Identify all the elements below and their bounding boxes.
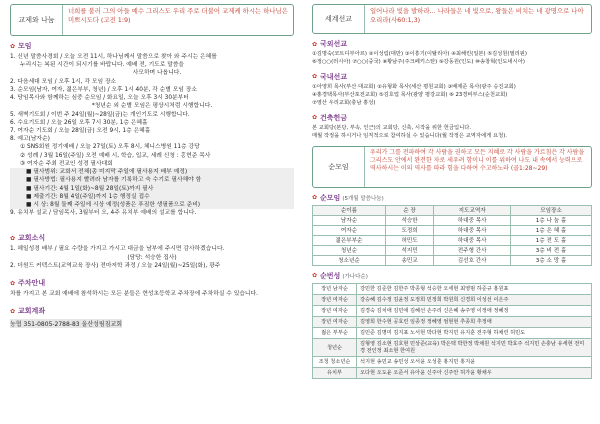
fellowship-label: 교제와 나눔 xyxy=(11,5,63,35)
foreign-list xyxy=(312,51,592,67)
list-item: ② 성례 / 3월 16일(주일) 오전 예배 시, 학습, 입교, 세례 신청 : 홍현준 목사 xyxy=(20,152,211,159)
list-item: ⑥정○○(러시아) ⑦○○(중국) ⑧황남주(주크페키스탄) ⑨강동원(인도) ⑩송창혁(인도네시아) xyxy=(312,58,525,65)
groups-subtitle: (5개월 말씀나눔) xyxy=(342,195,384,202)
list-item: ① SNS회원 정기예배 / 오늘 27일(토) 오후 8시, 체니스병원 11층 강당 xyxy=(20,144,200,151)
domestic-heading xyxy=(312,72,592,82)
flower-icon: ✿ xyxy=(312,40,318,48)
parking-heading xyxy=(10,278,294,288)
list-item: 1. 신년 말씀사경회 / 오늘 오전 11시, 하나님께서 말씀으로 찾아 와 주시는 은혜를 xyxy=(10,54,217,60)
education-list xyxy=(10,245,294,270)
flower-icon: ✿ xyxy=(312,272,318,280)
fellowship-verse: 너희를 불러 그의 아들 예수 그리스도 우리 주로 더불어 교제케 하시는 하나님은 미쁘시도다 (고전 1:9) xyxy=(68,7,288,24)
flower-icon: ✿ xyxy=(10,307,16,315)
cell-box xyxy=(312,146,592,188)
account-number: 농협 351-0805-2788-83 울산성림침교회 xyxy=(10,321,123,329)
list-item: (담당: 석승한 집사) xyxy=(127,254,177,261)
list-item: *청년순 외 순별 모임은 평상시처럼 시행합니다. xyxy=(91,103,213,110)
table-row: 장년 남자순 강민한 김준한 김한주 박종형 석승한 오세현 최영범 하준규 홍원표 xyxy=(313,283,592,294)
education-title: 교회소식 xyxy=(18,234,46,243)
education-heading xyxy=(10,233,294,243)
foreign-heading xyxy=(312,39,592,49)
table-row: 청년순 김형영 김소현 김호현 민상준(교육) 박은택 박한정 박채원 석지민 박효주 석지민 손충남 유세현 전미경 전인정 최소현 한여원 xyxy=(313,338,592,356)
table-row: 청소년순 송민교 김선호 간사 3층 소 망 홀 xyxy=(313,255,592,265)
list-item: 7. 여자순 기도회 / 오늘 28일(금) 오전 9시, 1층 은혜홀 xyxy=(10,127,151,134)
list-item: ■ 필사기간: 4월 1일(화)~8월 28일(토)까지 필사 xyxy=(10,185,294,193)
table-row: 젊은 부부순 김민준 김명미 김지표 노서현 박다현 박지민 유지훈 전주형 하채린 허민도 xyxy=(313,327,592,338)
world-mission-box xyxy=(312,4,592,34)
list-item: 9. 유치부 설교 / 담임목사, 3월부터 오, 4주 유치부 예배의 설교를 합니다. xyxy=(10,210,197,217)
table-row: 청년순 석지민 전주형 간사 3층 비 전 홀 xyxy=(313,245,592,255)
groups-table xyxy=(312,205,592,266)
list-item: 2. 더원드 커텍스트(교역교육 장사) 전마저학 과정 / 오늘 24일(월)~25일(화), 광주 xyxy=(10,262,221,269)
list-item: ①아영희 목사(부산 대교회) ②유형화 목사(세산 평원교회) ③배제준 목사(광주 승진교회) xyxy=(312,83,516,90)
list-item: 4. 당임목사와 함께하는 심중 순모임 / 화요일, 오늘 오후 3시 30분부터 xyxy=(10,95,189,102)
list-item: 누리시는 복된 시간이 되시기를 바랍니다. 예배 전, 기도로 말씀을 xyxy=(20,62,185,69)
list-item: ⑦영산 우리교회(충남 홍성) xyxy=(312,99,376,106)
table-row: 장년 여자순 김영희 한수현 공효린 임종정 정혜영 엄현현 추종희 추정애 xyxy=(313,316,592,327)
list-item: 6. 수요기도회 / 오늘 26일 오후 7시 30분, 1층 은혜홀 xyxy=(10,119,148,126)
flower-icon: ✿ xyxy=(10,234,16,242)
gatherings-title: 모임 xyxy=(18,42,32,50)
list-item: ③ 여자순 주최 전교인 성경 필사대회 xyxy=(20,160,113,167)
list-item: ■ 시 상: 8월 둘째 주일에 시상 예정(성품은 푸짐한 생필품으로 준비) xyxy=(10,201,294,209)
list-item: 5. 새벽기도회 / 이번 주 24일(월)~28일(금)는 개인기도로 시행합니다. xyxy=(10,111,190,118)
domestic-list xyxy=(312,84,592,108)
serve-heading xyxy=(312,271,592,281)
flower-icon: ✿ xyxy=(10,279,16,287)
table-row: 유치부 오다현 오도윤 오준서 유아윤 신주아 신주안 허가윤 황채우 xyxy=(313,367,592,378)
account-heading xyxy=(10,306,294,316)
groups-heading xyxy=(312,193,592,203)
gatherings-list xyxy=(10,53,294,217)
list-item: 3. 순모임(남자, 여자, 젊은부부, 청년) / 오후 1시 40분, 각 순별 모임 장소 xyxy=(10,86,197,93)
list-item: 1. 헤일성경 배부 / 필요 수량을 가지고 가시고 대금을 남부에 주시면 감사하겠습니다. xyxy=(10,246,225,253)
cell-verse: 우리가 그를 전파하여 각 사람을 권하고 모든 지혜로 각 사람을 가르침은 각 사람을 그리스도 안에서 완전한 자로 세우려 함이니 이를 위하여 나도 내 속에서 능력으로 역사하시는 이의 역사를 따라 힘을 다하여 수고하노라 (골1:28~29) xyxy=(370,148,585,172)
parking-text: 차를 가지고 본 교회 예배에 참석하시는 모든 분들은 현성초등학교 주차장에 주차하실 수 있습니다. xyxy=(10,291,258,298)
gatherings-heading xyxy=(10,41,294,51)
list-item: ①김명숙(코트디부아르) ②이성림(대만) ③이흥기(이탈리아) ④최해린(일본) ⑤김성원(필리핀) xyxy=(312,51,527,57)
list-item: 8. 예고(남자순) xyxy=(10,136,50,143)
serve-subtitle: (가나다순) xyxy=(342,273,368,280)
building-title: 건축헌금 xyxy=(320,113,348,122)
table-row: 남자순 석승한 하대중 목사 1층 나 눔 홀 xyxy=(313,215,592,225)
table-row: 여자순 도정희 하대중 목사 1층 은 혜 홀 xyxy=(313,225,592,235)
cell-label: 순모임 xyxy=(313,147,365,187)
list-item: 매월 작정을 하시거나 임직적으로 참여하실 수 있습니다(월 작정은 교역자에게 요청). xyxy=(312,132,507,139)
fellowship-box xyxy=(10,4,294,36)
building-heading xyxy=(312,113,592,123)
table-row: 조청 청소년순 석지현 송민교 송민성 오서윤 오성훈 홍지민 홍지윤 xyxy=(313,356,592,367)
flower-icon: ✿ xyxy=(312,114,318,122)
flower-icon: ✿ xyxy=(312,73,318,81)
table-row: 장년 여자순 강승혜 김수정 김윤정 도정희 민정희 박원희 신경희 이성선 이은주 xyxy=(313,294,592,305)
groups-title: 순모임 xyxy=(320,193,341,202)
table-header: 순이름 순 장 지도교역자 모임장소 xyxy=(313,205,592,215)
world-mission-verse: 일어나라 빛을 발하라... 나라들은 네 빛으로, 왕들은 비치는 네 광명으로 나아오리라(사60:1,3) xyxy=(370,7,584,24)
list-item: ■ 필사방법: 필사용지 빨려라 남자를 기록하고 숙 수기로 필사해야 함 xyxy=(10,176,294,184)
serve-title: 순번성 xyxy=(320,271,341,280)
building-text xyxy=(312,125,592,141)
world-mission-label: 세계선교 xyxy=(313,5,365,33)
list-item: 사모하며 나옵니다. xyxy=(132,70,182,77)
list-item: 본 교회당(본당, 부속, 인근)의 교회당, 신축, 시작을 위한 헌금입니다. xyxy=(312,124,472,131)
account-title: 교회계좌 xyxy=(18,307,46,316)
list-item: 2. 다음세대 모임 / 오후 1시, 각 모임 장소 xyxy=(10,78,117,85)
foreign-title: 국외선교 xyxy=(320,40,348,48)
flower-icon: ✿ xyxy=(312,194,318,202)
list-item: ■ 제출기간: 8월 4일(주일)까지 1층 행정실 접수 xyxy=(10,193,294,201)
parking-title: 주차안내 xyxy=(18,279,46,288)
list-item: ④홍경택목사(부산포전교회) ⑤김호업 목사(광양 평강교회) ⑥ 23경비부스(순천교회) xyxy=(312,91,508,98)
list-item: ■ 필사범위: 교회서 전체(총 미지막 주일에 필사용지 배부 예정) xyxy=(10,168,294,176)
serve-table xyxy=(312,283,592,379)
flower-icon: ✿ xyxy=(10,42,16,50)
right-column xyxy=(304,0,600,424)
table-row: 젊은부부순 허민도 하대중 목사 1층 전 도 홀 xyxy=(313,235,592,245)
table-row: 장년 여자순 김경숙 김치애 김민애 김혜선 손주리 신은혜 송주영 이정애 정혜정 xyxy=(313,305,592,316)
domestic-title: 국내선교 xyxy=(320,72,348,81)
